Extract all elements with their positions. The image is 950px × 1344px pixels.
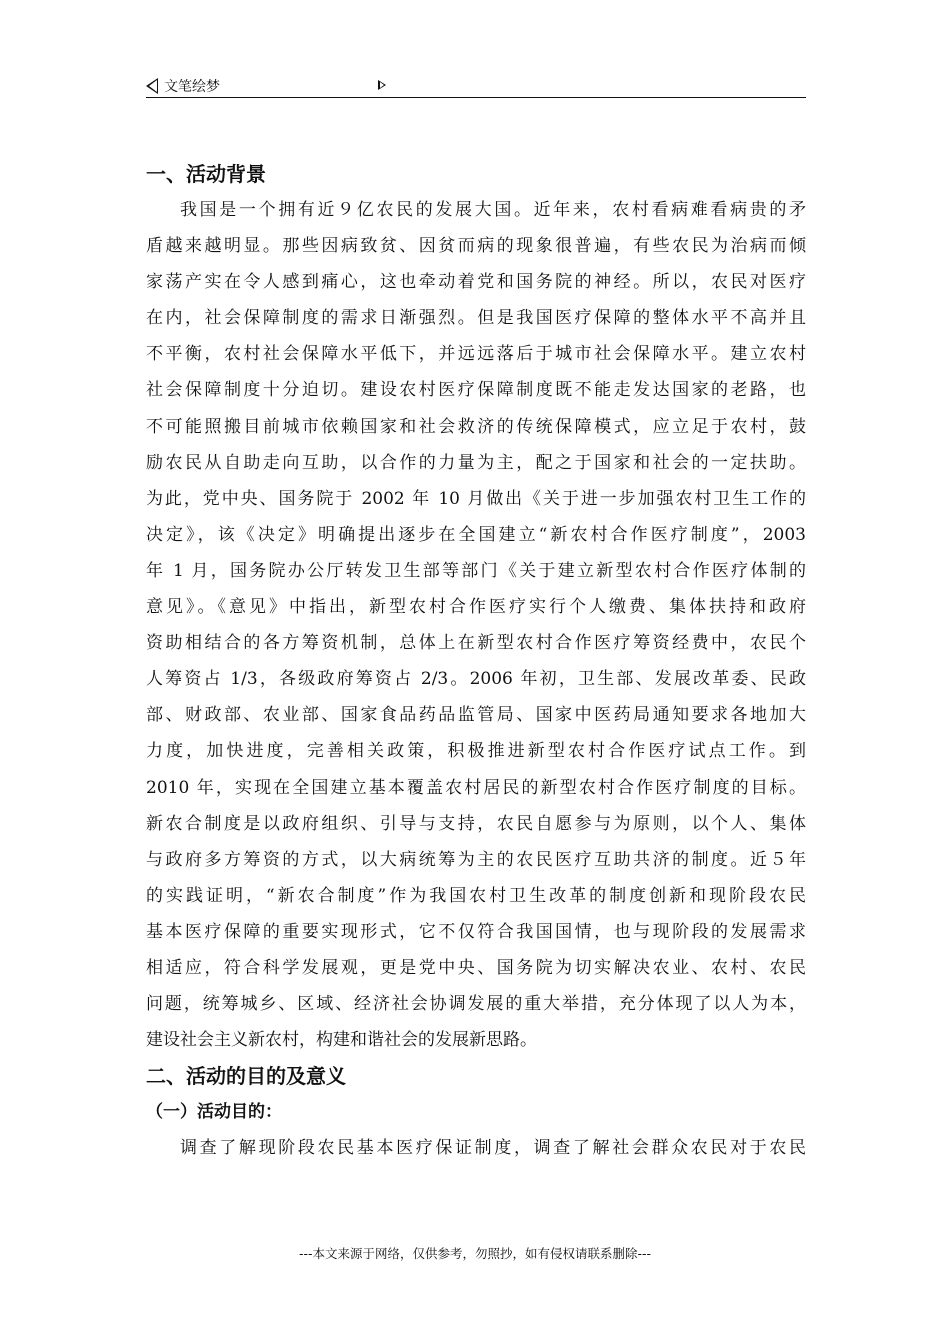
text-line: 问题，统筹城乡、区域、经济社会协调发展的重大举措，充分体现了以人为本， bbox=[146, 994, 806, 1015]
text-line: 基本医疗保障的重要实现形式，它不仅符合我国国情，也与现阶段的发展需求 bbox=[146, 921, 806, 942]
footer-disclaimer: ---本文来源于网络，仅供参考，勿照抄，如有侵权请联系删除--- bbox=[298, 1246, 652, 1261]
text-line: 人筹资占 1/3，各级政府筹资占 2/3。2006 年初，卫生部、发展改革委、民政 bbox=[146, 669, 806, 690]
header-title: 文笔绘梦 bbox=[164, 79, 220, 95]
triangle-right-icon bbox=[378, 80, 386, 90]
text-line: 与政府多方筹资的方式，以大病统筹为主的农民医疗互助共济的制度。近５年 bbox=[146, 849, 806, 870]
text-line: 不平衡，农村社会保障水平低下，并远远落后于城市社会保障水平。建立农村 bbox=[146, 344, 806, 365]
text-line: 意见》。《意见》中指出，新型农村合作医疗实行个人缴费、集体扶持和政府 bbox=[146, 597, 806, 618]
text-line: 的实践证明，“新农合制度”作为我国农村卫生改革的制度创新和现阶段农民 bbox=[146, 885, 806, 906]
text-line: 年 1 月，国务院办公厅转发卫生部等部门《关于建立新型农村合作医疗体制的 bbox=[146, 560, 806, 581]
text-line: 社会保障制度十分迫切。建设农村医疗保障制度既不能走发达国家的老路，也 bbox=[146, 380, 806, 401]
text-line: 力度，加快进度，完善相关政策，积极推进新型农村合作医疗试点工作。到 bbox=[146, 741, 806, 762]
section-heading-purpose: 二、活动的目的及意义 bbox=[146, 1064, 346, 1089]
text-line: 家荡产实在令人感到痛心，这也牵动着党和国务院的神经。所以，农民对医疗 bbox=[146, 272, 806, 293]
sub-heading-activity-goal: （一）活动目的： bbox=[146, 1102, 282, 1123]
text-line: 不可能照搬目前城市依赖国家和社会救济的传统保障模式，应立足于农村，鼓 bbox=[146, 416, 806, 437]
text-line: 2010 年，实现在全国建立基本覆盖农村居民的新型农村合作医疗制度的目标。 bbox=[146, 777, 806, 798]
text-line: 为此，党中央、国务院于 2002 年 10 月做出《关于进一步加强农村卫生工作的 bbox=[146, 488, 806, 509]
triangle-left-icon bbox=[146, 78, 158, 94]
goal-paragraph bbox=[146, 1130, 806, 1166]
text-line: 相适应，符合科学发展观，更是党中央、国务院为切实解决农业、农村、农民 bbox=[146, 957, 806, 978]
text-line: 新农合制度是以政府组织、引导与支持，农民自愿参与为原则，以个人、集体 bbox=[146, 813, 806, 834]
text-line: 建设社会主义新农村，构建和谐社会的发展新思路。 bbox=[146, 1030, 537, 1051]
text-line: 盾越来越明显。那些因病致贫、因贫而病的现象很普遍，有些农民为治病而倾 bbox=[146, 236, 806, 257]
section-heading-background: 一、活动背景 bbox=[146, 162, 266, 186]
text-line: 调查了解现阶段农民基本医疗保证制度，调查了解社会群众农民对于农民 bbox=[180, 1138, 806, 1159]
page-header bbox=[146, 73, 806, 98]
text-line: 决定》，该《决定》明确提出逐步在全国建立“新农村合作医疗制度”，2003 bbox=[146, 524, 806, 545]
background-paragraph bbox=[146, 192, 806, 1058]
document-body bbox=[146, 156, 806, 1166]
text-line: 励农民从自助走向互助，以合作的力量为主，配之于国家和社会的一定扶助。 bbox=[146, 452, 806, 473]
text-line: 在内，社会保障制度的需求日渐强烈。但是我国医疗保障的整体水平不高并且 bbox=[146, 308, 806, 329]
text-line: 资助相结合的各方筹资机制，总体上在新型农村合作医疗筹资经费中，农民个 bbox=[146, 633, 806, 654]
text-line: 部、财政部、农业部、国家食品药品监管局、国家中医药局通知要求各地加大 bbox=[146, 705, 806, 726]
text-line: 我国是一个拥有近９亿农民的发展大国。近年来，农村看病难看病贵的矛 bbox=[180, 200, 806, 220]
